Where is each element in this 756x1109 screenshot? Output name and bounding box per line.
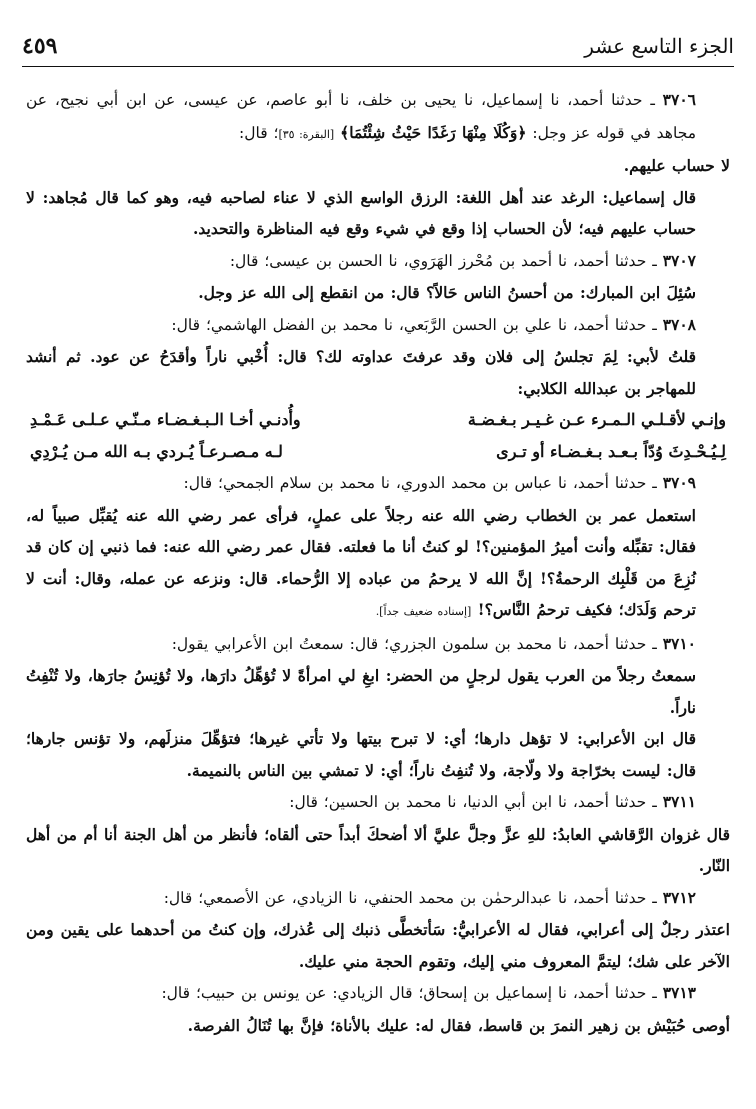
hadith-isnad bbox=[26, 309, 730, 342]
hadith-text: سمعتُ رجلاً من العرب يقول لرجلٍ من الحضر: ابغِ لي امرأةً لا تُؤهِّلُ دارَها، ولا تُؤنِسُ جارَها، ولا تُنْفِتُ ناراً. bbox=[26, 666, 696, 717]
hadith-number: ٣٧٠٨ bbox=[662, 314, 696, 334]
hadith-body: استعمل عمر بن الخطاب رضي الله عنه رجلاً على عملٍ، فرأى عمر رضي الله عنه يُقبِّل صبياً له، فقال: تقبِّله وأنت أميرُ المؤمنين؟! لو كنتُ أنا ما فعلته. فقال عمر رضي الله عنه: فما ذنبي إن كان قد نُزِعَ من قَلْبِك الرحمةُ؟! إنَّ الله لا يرحمُ من عباده إلا الرُّحماء. قال: ونزعه عن عمله، وقال: أنت لا ترحم وَلَدَك؛ فكيف ترحمُ النَّاس؟! bbox=[26, 505, 696, 619]
hadith-text: لا حساب عليهم. bbox=[623, 156, 730, 175]
page-body bbox=[26, 84, 730, 1041]
isnad-text: ـ حدثنا أحمد، نا إسماعيل، نا يحيى بن خلف، نا أبو عاصم، عن عيسى، عن ابن أبي نجيح، عن مجاهد في قوله عز وجل: bbox=[26, 91, 696, 142]
verse-second-hemistich: لـه مـصـرعـاً يُـردي بـه الله مـن يُـرْدِي bbox=[30, 441, 283, 461]
isnad-text: ـ حدثنا أحمد، نا علي بن الحسن الرَّبَعي، نا محمد بن الفضل الهاشمي؛ قال: bbox=[171, 315, 657, 334]
hadith-isnad bbox=[26, 467, 730, 500]
hadith-number: ٣٧١٢ bbox=[662, 887, 696, 907]
hadith-number: ٣٧٠٩ bbox=[662, 473, 696, 492]
hadith-isnad bbox=[26, 882, 730, 915]
page-header bbox=[22, 26, 734, 67]
poem-verse bbox=[26, 404, 730, 436]
isnad-text: ـ حدثنا أحمد، نا محمد بن سلمون الجزري؛ قال: سمعتُ ابن الأعرابي يقول: bbox=[171, 634, 657, 653]
hadith-text: أوصى حُبَيْش بن زهير النمرَ بن قاسط، فقال له: عليك بالأناة؛ فإنَّ بها تُنَالُ الفرصة. bbox=[187, 1015, 730, 1035]
hadith-number: ٣٧١١ bbox=[662, 792, 696, 811]
verse-first-hemistich: لِـيُـحْـدِثَ وُدّاً بـعـد بـغـضـاء أو تـرى bbox=[496, 441, 726, 461]
quran-reference: [البقرة: ٣٥] bbox=[278, 127, 335, 141]
poem-verse bbox=[26, 436, 730, 468]
verse-first-hemistich: وإنـي لأقـلـي الـمـرء عـن غـيـر بـغـضـة bbox=[467, 410, 726, 429]
hadith-isnad bbox=[26, 84, 730, 150]
isnad-text: ـ حدثنا أحمد، نا عباس بن محمد الدوري، نا محمد بن سلام الجمحي؛ قال: bbox=[183, 474, 657, 492]
hadith-isnad bbox=[26, 786, 730, 819]
isnad-text: ـ حدثنا أحمد، نا أحمد بن مُحْرز الهَرَوي، نا الحسن بن عيسى؛ قال: bbox=[229, 251, 657, 270]
quran-verse: ﴿وَكُلَا مِنْهَا رَغَدًا حَيْثُ شِئْتُمَا﴾ bbox=[340, 122, 527, 142]
hadith-isnad bbox=[26, 977, 730, 1010]
hadith-isnad bbox=[26, 628, 730, 661]
isnad-text: ـ حدثنا أحمد، نا ابن أبي الدنيا، نا محمد بن الحسين؛ قال: bbox=[289, 793, 657, 811]
hadith-number: ٣٧٠٧ bbox=[662, 250, 696, 270]
page-number: ٤٥٩ bbox=[22, 33, 58, 59]
hadith-number: ٣٧١٠ bbox=[662, 633, 696, 653]
running-title: الجزء التاسع عشر bbox=[584, 34, 734, 58]
isnad-text: ـ حدثنا أحمد، نا إسماعيل بن إسحاق؛ قال الزيادي: عن يونس بن حبيب؛ قال: bbox=[161, 984, 657, 1002]
commentary-text: قال إسماعيل: الرغد عند أهل اللغة: الرزق الواسع الذي لا عناء لصاحبه فيه، وهو كما قال مُجاهد: لا حساب عليهم فيه؛ لأن الحساب إذا وقع في شيء وقع فيه المناظرة والتحديد. bbox=[26, 187, 696, 238]
hadith-number: ٣٧٠٦ bbox=[662, 90, 696, 109]
hadith-text: قال غزوان الرَّقاشي العابدُ: للهِ عزَّ وجلَّ عليَّ ألا أضحكَ أبداً حتى ألقاه؛ فأنظر من أهل الجنة أنا أم من أهل النّار. bbox=[26, 824, 730, 875]
hadith-number: ٣٧١٣ bbox=[662, 983, 696, 1002]
grading-note: [إسناده ضعيف جداً]. bbox=[375, 605, 472, 618]
isnad-tail: ؛ قال: bbox=[238, 123, 279, 142]
isnad-text: ـ حدثنا أحمد، نا عبدالرحمٰن بن محمد الحنفي، نا الزيادي، عن الأصمعي؛ قال: bbox=[163, 888, 657, 907]
hadith-text bbox=[26, 500, 730, 628]
hadith-text: اعتذر رجلٌ إلى أعرابي، فقال له الأعرابيُّ: سَأتخطَّى ذنبك إلى عُذرك، وإن كنتُ من أحدهما على يقين ومن الآخر على شك؛ ليتمَّ المعروف مني إليك، وتقوم الحجة مني عليك. bbox=[26, 920, 730, 971]
hadith-text: سُئِلَ ابن المبارك: من أحسنُ الناس حَالاً؟ قال: من انقطع إلى الله عز وجل. bbox=[198, 283, 696, 302]
hadith-isnad bbox=[26, 245, 730, 278]
commentary-text: قال ابن الأعرابي: لا تؤهل دارها؛ أي: لا تبرح بيتها ولا تأتي غيرها؛ فتؤهِّلَ منزلَهم، ولا تؤنس جارها؛ قال: ليست بخرّاجة ولا ولّاجة، ولا تُنفِتُ ناراً؛ أي: لا تمشي بين الناس بالنميمة. bbox=[26, 729, 696, 780]
hadith-text: قلتُ لأبي: لِمَ تجلسُ إلى فلان وقد عرفتَ عداوته لك؟ قال: أُخْبي ناراً وأقدَحُ عن عود. ثم أنشد للمهاجر بن عبدالله الكلابي: bbox=[26, 347, 696, 398]
verse-second-hemistich: وأُدنـي أخـا الـبـغـضـاء مـنّـي عـلـى عَـمْـدِ bbox=[30, 410, 301, 429]
